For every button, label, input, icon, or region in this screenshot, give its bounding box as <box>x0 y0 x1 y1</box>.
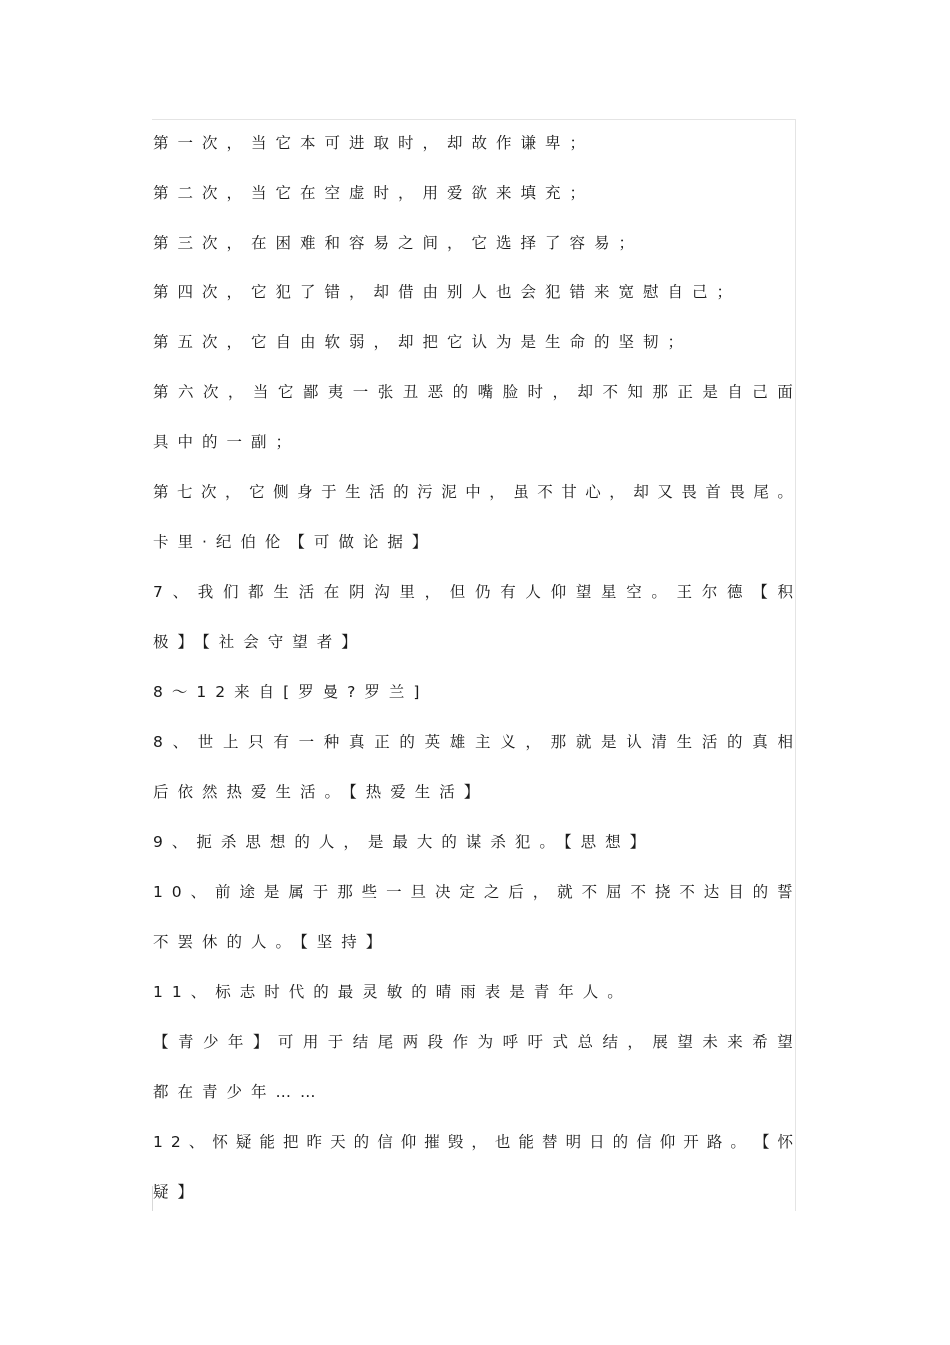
glyph: 希 <box>752 1033 768 1051</box>
glyph: 路 <box>706 1133 723 1151</box>
glyph: 那 <box>550 733 567 751</box>
glyph: 自 <box>727 383 743 401</box>
glyph: 英 <box>424 733 441 751</box>
glyph: 的 <box>399 733 415 751</box>
glyph: 誓 <box>777 883 793 901</box>
glyph: 王 <box>676 583 693 601</box>
glyph: 来 <box>727 1033 743 1051</box>
glyph: 于 <box>327 1033 344 1051</box>
glyph: 一 <box>352 383 369 401</box>
glyph: 中 <box>465 483 481 501</box>
glyph: 清 <box>651 733 667 751</box>
glyph: 【 <box>752 583 768 601</box>
text-line-6 <box>153 382 793 402</box>
glyph: 之 <box>483 883 500 901</box>
glyph: 不 <box>581 883 598 901</box>
glyph: 不 <box>602 383 618 401</box>
glyph: 达 <box>703 883 720 901</box>
glyph: 段 <box>427 1033 444 1051</box>
glyph: 世 <box>197 733 214 751</box>
glyph: 义 <box>500 733 516 751</box>
glyph: 活 <box>369 483 385 501</box>
glyph: 1 <box>153 1133 163 1151</box>
glyph: 身 <box>297 483 313 501</box>
glyph: 、 <box>188 1133 205 1151</box>
text-line-4: 第四次，它犯了错，却借由别人也会犯错来宽慰自己； <box>153 283 742 301</box>
glyph: 有 <box>273 733 289 751</box>
glyph: 面 <box>777 383 793 401</box>
glyph: 后 <box>508 883 524 901</box>
glyph: 怀 <box>777 1133 793 1151</box>
glyph: 毁 <box>447 1133 464 1151</box>
glyph: 式 <box>552 1033 569 1051</box>
glyph: 把 <box>283 1133 299 1151</box>
glyph: 鄙 <box>302 383 319 401</box>
text-line-21 <box>153 1132 793 1152</box>
glyph: 泥 <box>441 483 457 501</box>
glyph: 一 <box>298 733 315 751</box>
glyph: 】 <box>252 1033 269 1051</box>
glyph: 少 <box>202 1033 219 1051</box>
glyph: 却 <box>633 483 649 501</box>
glyph: 日 <box>589 1133 605 1151</box>
glyph: 些 <box>361 883 378 901</box>
glyph: 甘 <box>561 483 577 501</box>
glyph: ， <box>225 483 241 501</box>
glyph: 为 <box>477 1033 494 1051</box>
glyph: 的 <box>612 1133 629 1151</box>
glyph: 能 <box>259 1133 275 1151</box>
glyph: 只 <box>248 733 264 751</box>
glyph: 丑 <box>402 383 419 401</box>
glyph: 正 <box>677 383 693 401</box>
glyph: 又 <box>657 483 673 501</box>
text-line-10 <box>153 582 793 602</box>
glyph: 用 <box>302 1033 319 1051</box>
glyph: 知 <box>627 383 643 401</box>
glyph: 嘴 <box>477 383 494 401</box>
glyph: 尾 <box>753 483 769 501</box>
glyph: 的 <box>452 383 469 401</box>
glyph: 于 <box>312 883 329 901</box>
glyph: ， <box>552 383 569 401</box>
glyph: 时 <box>527 383 544 401</box>
glyph: 昨 <box>306 1133 323 1151</box>
glyph: 。 <box>730 1133 746 1151</box>
glyph: 里 <box>399 583 415 601</box>
glyph: ， <box>532 883 549 901</box>
glyph: 、 <box>172 583 189 601</box>
glyph: 生 <box>273 583 289 601</box>
glyph: 己 <box>752 383 768 401</box>
glyph: 望 <box>575 583 592 601</box>
glyph: 明 <box>565 1133 582 1151</box>
glyph: 怀 <box>212 1133 228 1151</box>
glyph: 结 <box>352 1033 369 1051</box>
glyph: 恶 <box>427 383 444 401</box>
glyph: 活 <box>701 733 718 751</box>
glyph: 在 <box>323 583 340 601</box>
glyph: 是 <box>601 733 617 751</box>
glyph: 的 <box>393 483 409 501</box>
glyph: 不 <box>630 883 646 901</box>
text-line-7: 具中的一副； <box>153 433 301 451</box>
glyph: 相 <box>777 733 793 751</box>
glyph: 但 <box>449 583 466 601</box>
glyph: 摧 <box>424 1133 440 1151</box>
glyph: 两 <box>402 1033 419 1051</box>
glyph: 定 <box>459 883 475 901</box>
text-line-8 <box>153 482 793 502</box>
text-line-20: 都在青少年…… <box>153 1083 325 1101</box>
glyph: 真 <box>752 733 768 751</box>
glyph: 挠 <box>654 883 671 901</box>
glyph: 望 <box>777 1033 793 1051</box>
glyph: 却 <box>577 383 593 401</box>
text-line-15: 9、扼杀思想的人，是最大的谋杀犯。【思想】 <box>153 833 655 851</box>
glyph: 当 <box>252 383 269 401</box>
glyph: 那 <box>652 383 668 401</box>
text-line-17: 不罢休的人。【坚持】 <box>153 933 391 951</box>
glyph: 途 <box>239 883 255 901</box>
glyph: 真 <box>348 733 365 751</box>
glyph: 展 <box>652 1033 668 1051</box>
text-line-9: 卡里·纪伯伦【可做论据】 <box>153 533 437 551</box>
glyph: 信 <box>377 1133 393 1151</box>
glyph: 我 <box>197 583 214 601</box>
glyph: 仍 <box>475 583 491 601</box>
text-line-2: 第二次，当它在空虚时，用爱欲来填充； <box>153 184 595 202</box>
glyph: 、 <box>172 733 189 751</box>
glyph: 天 <box>330 1133 346 1151</box>
text-line-22: 疑】 <box>153 1183 203 1201</box>
glyph: 雄 <box>449 733 466 751</box>
glyph: 的 <box>727 733 743 751</box>
glyph: 不 <box>679 883 695 901</box>
text-line-11: 极】【社会守望者】 <box>153 633 366 651</box>
glyph: 。 <box>777 483 793 501</box>
glyph: 呼 <box>502 1033 519 1051</box>
glyph: 青 <box>177 1033 194 1051</box>
text-line-13 <box>153 732 793 752</box>
glyph: 就 <box>557 883 573 901</box>
text-line-5: 第五次，它自由软弱，却把它认为是生命的坚韧； <box>153 333 693 351</box>
glyph: 属 <box>288 883 304 901</box>
glyph: 心 <box>585 483 601 501</box>
glyph: 可 <box>277 1033 294 1051</box>
glyph: 次 <box>202 383 219 401</box>
glyph: 第 <box>153 483 169 501</box>
glyph: 作 <box>452 1033 469 1051</box>
glyph: 开 <box>683 1133 699 1151</box>
glyph: 望 <box>677 1033 693 1051</box>
glyph: 。 <box>651 583 667 601</box>
glyph: 第 <box>153 383 169 401</box>
glyph: 夷 <box>327 383 344 401</box>
glyph: 有 <box>500 583 516 601</box>
glyph: 沟 <box>374 583 390 601</box>
glyph: 就 <box>575 733 592 751</box>
glyph: 污 <box>417 483 433 501</box>
text-line-3: 第三次，在困难和容易之间，它选择了容易； <box>153 234 644 252</box>
glyph: ， <box>627 1033 643 1051</box>
glyph: 空 <box>626 583 642 601</box>
glyph: 疑 <box>235 1133 252 1151</box>
glyph: 积 <box>777 583 793 601</box>
glyph: ， <box>227 383 244 401</box>
text-line-12: 8～12来自[罗曼?罗兰] <box>153 683 429 701</box>
glyph: 未 <box>702 1033 718 1051</box>
glyph: 张 <box>377 383 394 401</box>
glyph: 畏 <box>681 483 697 501</box>
glyph: 8 <box>153 733 163 751</box>
glyph: 1 <box>153 883 163 901</box>
glyph: 【 <box>753 1133 770 1151</box>
glyph: 德 <box>727 583 743 601</box>
glyph: 首 <box>705 483 721 501</box>
text-line-19 <box>153 1032 793 1052</box>
glyph: 结 <box>602 1033 618 1051</box>
glyph: 六 <box>177 383 194 401</box>
glyph: 尔 <box>701 583 718 601</box>
glyph: 仰 <box>659 1133 676 1151</box>
glyph: 前 <box>215 883 231 901</box>
glyph: 星 <box>601 583 617 601</box>
glyph: 7 <box>153 583 163 601</box>
text-line-1: 第一次，当它本可进取时，却故作谦卑； <box>153 134 595 152</box>
glyph: 【 <box>153 1033 169 1051</box>
glyph: 2 <box>170 1133 181 1151</box>
glyph: 七 <box>177 483 193 501</box>
glyph: 生 <box>345 483 361 501</box>
glyph: 目 <box>728 883 744 901</box>
text-line-18: 11、标志时代的最灵敏的晴雨表是青年人。 <box>153 983 632 1001</box>
glyph: ， <box>424 583 441 601</box>
glyph: 是 <box>702 383 718 401</box>
glyph: 主 <box>475 733 491 751</box>
glyph: 阴 <box>348 583 365 601</box>
glyph: 能 <box>518 1133 534 1151</box>
glyph: 0 <box>171 883 182 901</box>
glyph: 活 <box>298 583 315 601</box>
glyph: 尾 <box>377 1033 394 1051</box>
glyph: 信 <box>636 1133 652 1151</box>
glyph: 总 <box>577 1033 593 1051</box>
glyph: 不 <box>537 483 553 501</box>
glyph: 都 <box>248 583 264 601</box>
glyph: 仰 <box>550 583 567 601</box>
glyph: 是 <box>263 883 280 901</box>
glyph: 的 <box>752 883 769 901</box>
glyph: 、 <box>190 883 207 901</box>
glyph: 正 <box>374 733 390 751</box>
glyph: 替 <box>542 1133 558 1151</box>
glyph: ， <box>489 483 505 501</box>
text-line-14: 后依然热爱生活。【热爱生活】 <box>153 783 489 801</box>
glyph: 决 <box>434 883 451 901</box>
glyph: ， <box>609 483 625 501</box>
glyph: 虽 <box>513 483 529 501</box>
glyph: 它 <box>277 383 294 401</box>
glyph: 旦 <box>410 883 427 901</box>
glyph: 次 <box>201 483 217 501</box>
glyph: 那 <box>337 883 353 901</box>
glyph: 认 <box>626 733 642 751</box>
glyph: 生 <box>676 733 693 751</box>
glyph: 的 <box>353 1133 370 1151</box>
glyph: 年 <box>227 1033 244 1051</box>
text-line-16 <box>153 882 793 902</box>
glyph: ， <box>471 1133 487 1151</box>
glyph: 们 <box>222 583 239 601</box>
glyph: 吁 <box>527 1033 544 1051</box>
glyph: 畏 <box>729 483 745 501</box>
glyph: 侧 <box>273 483 289 501</box>
glyph: 它 <box>249 483 265 501</box>
glyph: 也 <box>494 1133 511 1151</box>
glyph: 上 <box>222 733 239 751</box>
glyph: 仰 <box>400 1133 417 1151</box>
glyph: 人 <box>525 583 541 601</box>
glyph: 脸 <box>502 383 519 401</box>
glyph: 屈 <box>606 883 622 901</box>
glyph: 一 <box>386 883 402 901</box>
glyph: ， <box>525 733 541 751</box>
glyph: 种 <box>323 733 340 751</box>
glyph: 于 <box>321 483 337 501</box>
